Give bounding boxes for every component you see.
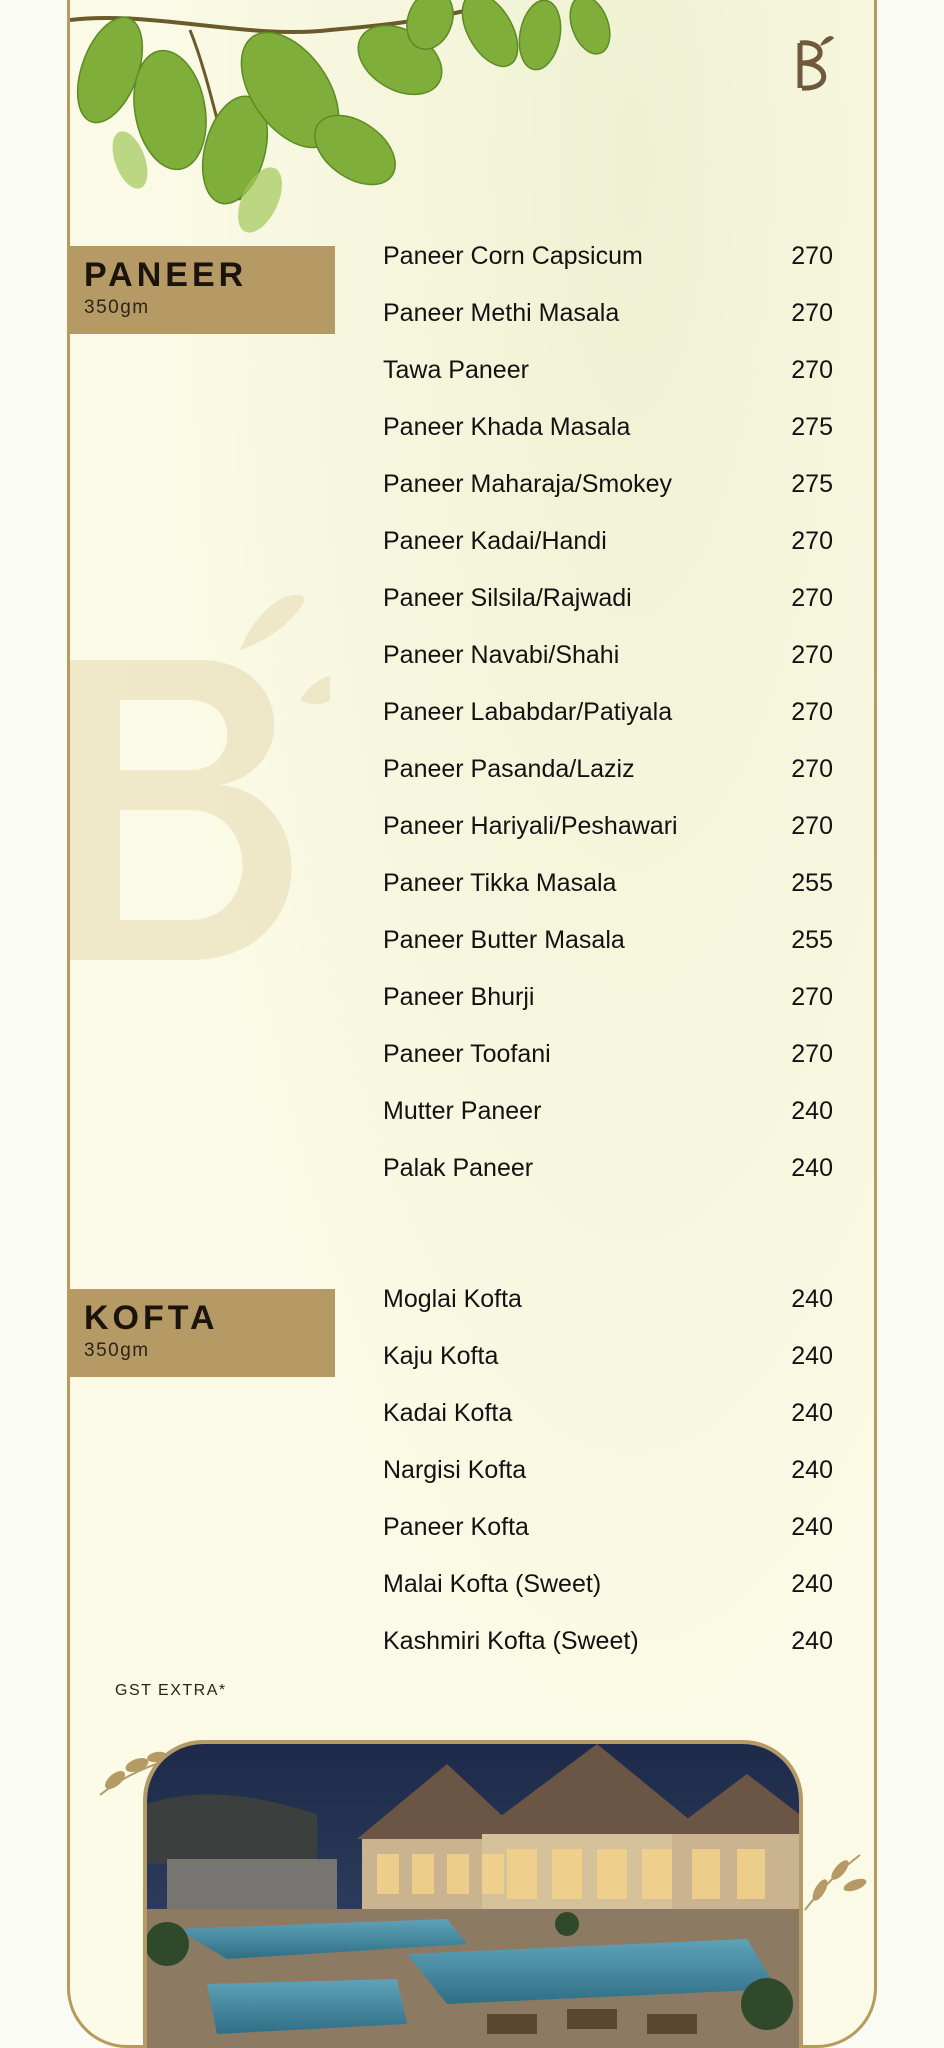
dish-price: 270 [791,242,833,270]
dish-name: Paneer Navabi/Shahi [383,641,620,669]
menu-item [383,1499,833,1556]
dish-price: 240 [791,1285,833,1313]
dish-price: 240 [791,1627,833,1655]
menu-item [383,1613,833,1670]
dish-name: Paneer Khada Masala [383,413,631,441]
dish-name: Paneer Toofani [383,1040,551,1068]
menu-list-paneer [383,228,833,1197]
section-title: KOFTA [84,1299,219,1337]
menu-item [383,1271,833,1328]
dish-name: Kadai Kofta [383,1399,513,1427]
dish-name: Tawa Paneer [383,356,529,384]
section-subtitle: 350gm [84,296,150,318]
dish-price: 270 [791,299,833,327]
gst-footnote: GST EXTRA* [115,1682,227,1699]
menu-item [383,456,833,513]
resort-illustration [147,1744,799,2048]
dish-name: Kaju Kofta [383,1342,499,1370]
dish-price: 270 [791,698,833,726]
dish-name: Moglai Kofta [383,1285,522,1313]
dish-price: 240 [791,1570,833,1598]
menu-item [383,798,833,855]
dish-name: Paneer Pasanda/Laziz [383,755,635,783]
menu-item [383,912,833,969]
dish-name: Mutter Paneer [383,1097,542,1125]
dish-name: Paneer Silsila/Rajwadi [383,584,632,612]
dish-name: Paneer Corn Capsicum [383,242,643,270]
menu-item [383,1556,833,1613]
dish-price: 270 [791,812,833,840]
menu-item [383,342,833,399]
menu-item [383,1385,833,1442]
dish-price: 270 [791,755,833,783]
dish-name: Malai Kofta (Sweet) [383,1570,602,1598]
dish-name: Paneer Hariyali/Peshawari [383,812,678,840]
dish-price: 255 [791,869,833,897]
dish-price: 270 [791,527,833,555]
menu-item [383,285,833,342]
dish-price: 240 [791,1097,833,1125]
dish-name: Paneer Kadai/Handi [383,527,607,555]
dish-price: 240 [791,1513,833,1541]
menu-item [383,399,833,456]
dish-price: 275 [791,413,833,441]
dish-price: 270 [791,1040,833,1068]
menu-item [383,228,833,285]
dish-price: 255 [791,926,833,954]
menu-item [383,1442,833,1499]
dish-price: 240 [791,1342,833,1370]
menu-item [383,1140,833,1197]
resort-photo [143,1740,803,2048]
section-subtitle: 350gm [84,1339,150,1361]
menu-item [383,1083,833,1140]
menu-item [383,627,833,684]
dish-name: Kashmiri Kofta (Sweet) [383,1627,639,1655]
menu-item [383,513,833,570]
menu-item [383,684,833,741]
dish-price: 240 [791,1456,833,1484]
menu-item [383,1026,833,1083]
section-banner-kofta [70,1289,335,1377]
dish-name: Paneer Methi Masala [383,299,620,327]
leaf-branch-icon [70,0,670,250]
menu-item [383,741,833,798]
dish-price: 270 [791,983,833,1011]
dish-price: 240 [791,1154,833,1182]
section-banner-paneer [70,246,335,334]
menu-item [383,855,833,912]
dish-name: Paneer Kofta [383,1513,529,1541]
dish-name: Nargisi Kofta [383,1456,527,1484]
leaf-sprig-icon [800,1845,870,1915]
brand-logo-icon [790,28,840,98]
menu-item [383,570,833,627]
dish-name: Palak Paneer [383,1154,534,1182]
dish-name: Paneer Bhurji [383,983,535,1011]
dish-price: 270 [791,584,833,612]
dish-price: 275 [791,470,833,498]
menu-item [383,969,833,1026]
section-title: PANEER [84,256,248,294]
dish-price: 270 [791,641,833,669]
menu-list-kofta [383,1271,833,1670]
dish-name: Paneer Lababdar/Patiyala [383,698,673,726]
dish-name: Paneer Butter Masala [383,926,625,954]
menu-item [383,1328,833,1385]
dish-price: 240 [791,1399,833,1427]
dish-price: 270 [791,356,833,384]
watermark-b-icon [70,580,330,960]
dish-name: Paneer Maharaja/Smokey [383,470,673,498]
dish-name: Paneer Tikka Masala [383,869,617,897]
